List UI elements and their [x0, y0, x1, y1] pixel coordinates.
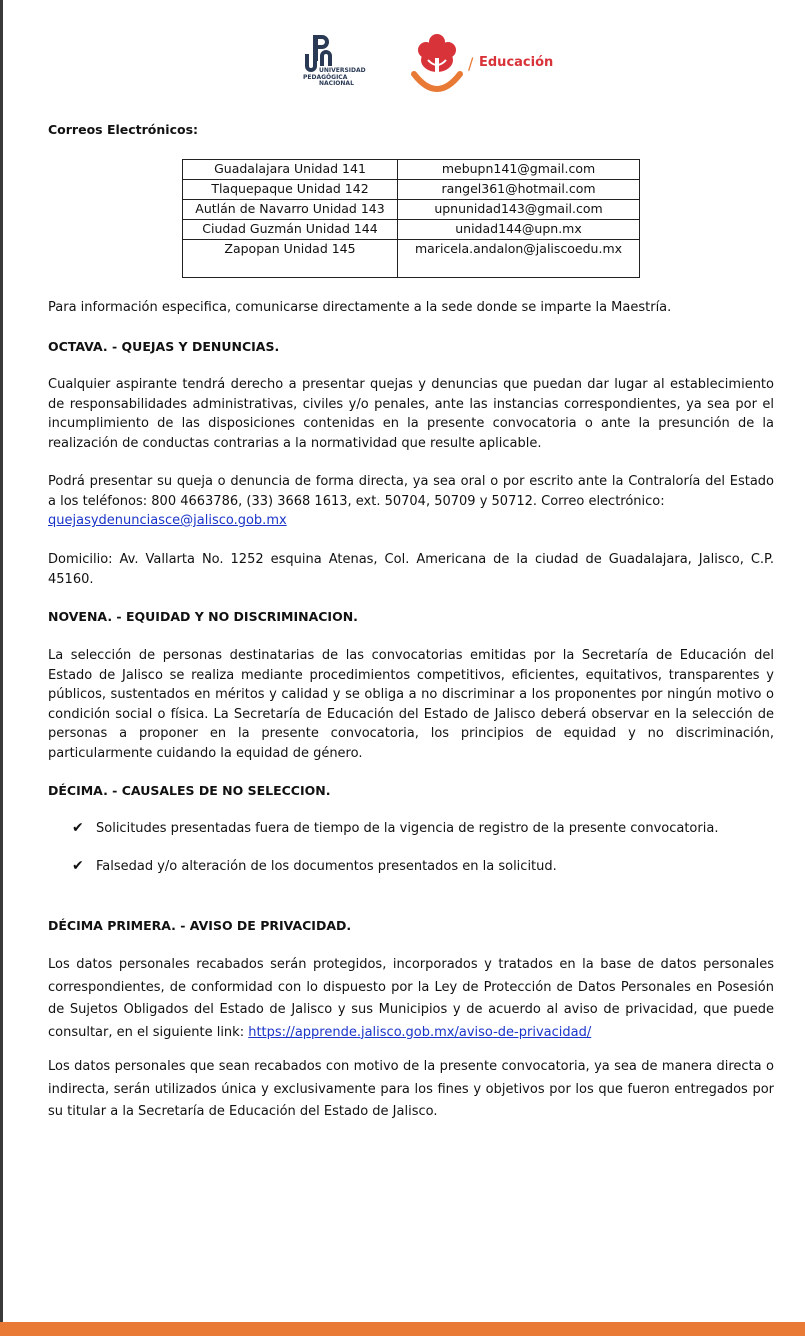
unit-cell: Tlaquepaque Unidad 142: [183, 180, 398, 200]
octava-paragraph-2-text: Podrá presentar su queja o denuncia de forma directa, ya sea oral o por escrito ante la Contraloría del Estado a los teléfonos: 800 4663786, (33) 3668 1613, ext. 50704, 50709 y 50712. Correo electrónico:: [48, 474, 774, 509]
novena-heading: NOVENA. - EQUIDAD Y NO DISCRIMINACION.: [48, 609, 358, 624]
emails-table: [182, 159, 640, 278]
privacy-paragraph-2: Los datos personales que sean recabados con motivo de la presente convocatoria, ya sea de manera directa o indirecta, serán utilizados única y exclusivamente para los fines y objetivos por los que fueron entregados por su titular a la Secretaría de Educación del Estado de Jalisco.: [48, 1059, 774, 1119]
emails-heading: Correos Electrónicos:: [48, 122, 199, 137]
table-row: [183, 180, 640, 200]
unit-cell: Ciudad Guzmán Unidad 144: [183, 220, 398, 240]
list-item: [72, 858, 557, 874]
octava-paragraph-1: Cualquier aspirante tendrá derecho a presentar quejas y denuncias que puedan dar lugar al establecimiento de responsabilidades administrativas, civiles y/o penales, ante las instancias correspondientes, ya sea por el incumplimiento de las disposiciones contenidas en la presente convocatoria o ante la presunción de la realización de conductas contrarias a la normatividad que resulte aplicable.: [48, 377, 774, 451]
education-slash: /: [468, 54, 474, 73]
octava-address: Domicilio: Av. Vallarta No. 1252 esquina Atenas, Col. Americana de la ciudad de Guadalajara, Jalisco, C.P. 45160.: [48, 552, 774, 587]
list-item: [72, 820, 718, 836]
table-row: [183, 240, 640, 278]
privacy-paragraph-1: [48, 954, 774, 1044]
privacy-paragraph-1-text: Los datos personales recabados serán protegidos, incorporados y tratados en la base de datos personales correspondientes, de conformidad con lo dispuesto por la Ley de Protección de Datos Personales en Posesión de Sujetos Obligados del Estado de Jalisco y sus Municipios y de acuerdo al aviso de privacidad, que puede consultar, en el siguiente link:: [48, 957, 774, 1040]
email-cell: upnunidad143@gmail.com: [398, 200, 640, 220]
footer-bar: [0, 1322, 805, 1336]
complaints-email-link[interactable]: quejasydenunciasce@jalisco.gob.mx: [48, 513, 287, 528]
decima-heading: DÉCIMA. - CAUSALES DE NO SELECCION.: [48, 783, 331, 798]
email-cell: maricela.andalon@jaliscoedu.mx: [398, 240, 640, 278]
email-cell: unidad144@upn.mx: [398, 220, 640, 240]
privacy-notice-link[interactable]: https://apprende.jalisco.gob.mx/aviso-de-privacidad/: [248, 1024, 592, 1040]
table-row: [183, 220, 640, 240]
email-cell: mebupn141@gmail.com: [398, 160, 640, 180]
education-label: Educación: [479, 55, 554, 70]
table-row: [183, 160, 640, 180]
list-item-text: Falsedad y/o alteración de los documentos presentados en la solicitud.: [96, 859, 557, 874]
unit-cell: Guadalajara Unidad 141: [183, 160, 398, 180]
unit-cell: Autlán de Navarro Unidad 143: [183, 200, 398, 220]
table-row: [183, 200, 640, 220]
novena-paragraph: La selección de personas destinatarias de las convocatorias emitidas por la Secretaría de Educación del Estado de Jalisco se realiza mediante procedimientos competitivos, eficientes, equitativos, transparentes y públicos, sustentados en méritos y calidad y se obliga a no discriminar a los proponentes por ningún motivo o condición social o física. La Secretaría de Educación del Estado de Jalisco deberá observar en la selección de personas a proponer en la presente convocatoria, los principios de equidad y no discriminación, particularmente cuidando la equidad de género.: [48, 648, 774, 761]
list-item-text: Solicitudes presentadas fuera de tiempo de la vigencia de registro de la presente convocatoria.: [96, 821, 719, 836]
emails-note: Para información especifica, comunicarse directamente a la sede donde se imparte la Maestría.: [48, 300, 672, 315]
jalisco-education-logo-icon: [408, 30, 466, 92]
checkmark-icon: ✔: [72, 858, 84, 874]
email-cell: rangel361@hotmail.com: [398, 180, 640, 200]
page-left-edge: [0, 0, 3, 1336]
header-logos: [302, 30, 562, 95]
decima-primera-heading: DÉCIMA PRIMERA. - AVISO DE PRIVACIDAD.: [48, 918, 352, 933]
octava-heading: OCTAVA. - QUEJAS Y DENUNCIAS.: [48, 339, 280, 354]
upn-logo-text: UNIVERSIDAD PEDAGÓGICA NACIONAL: [303, 67, 366, 87]
octava-paragraph-2: [48, 472, 774, 531]
unit-cell: Zapopan Unidad 145: [183, 240, 398, 278]
checkmark-icon: ✔: [72, 820, 84, 836]
